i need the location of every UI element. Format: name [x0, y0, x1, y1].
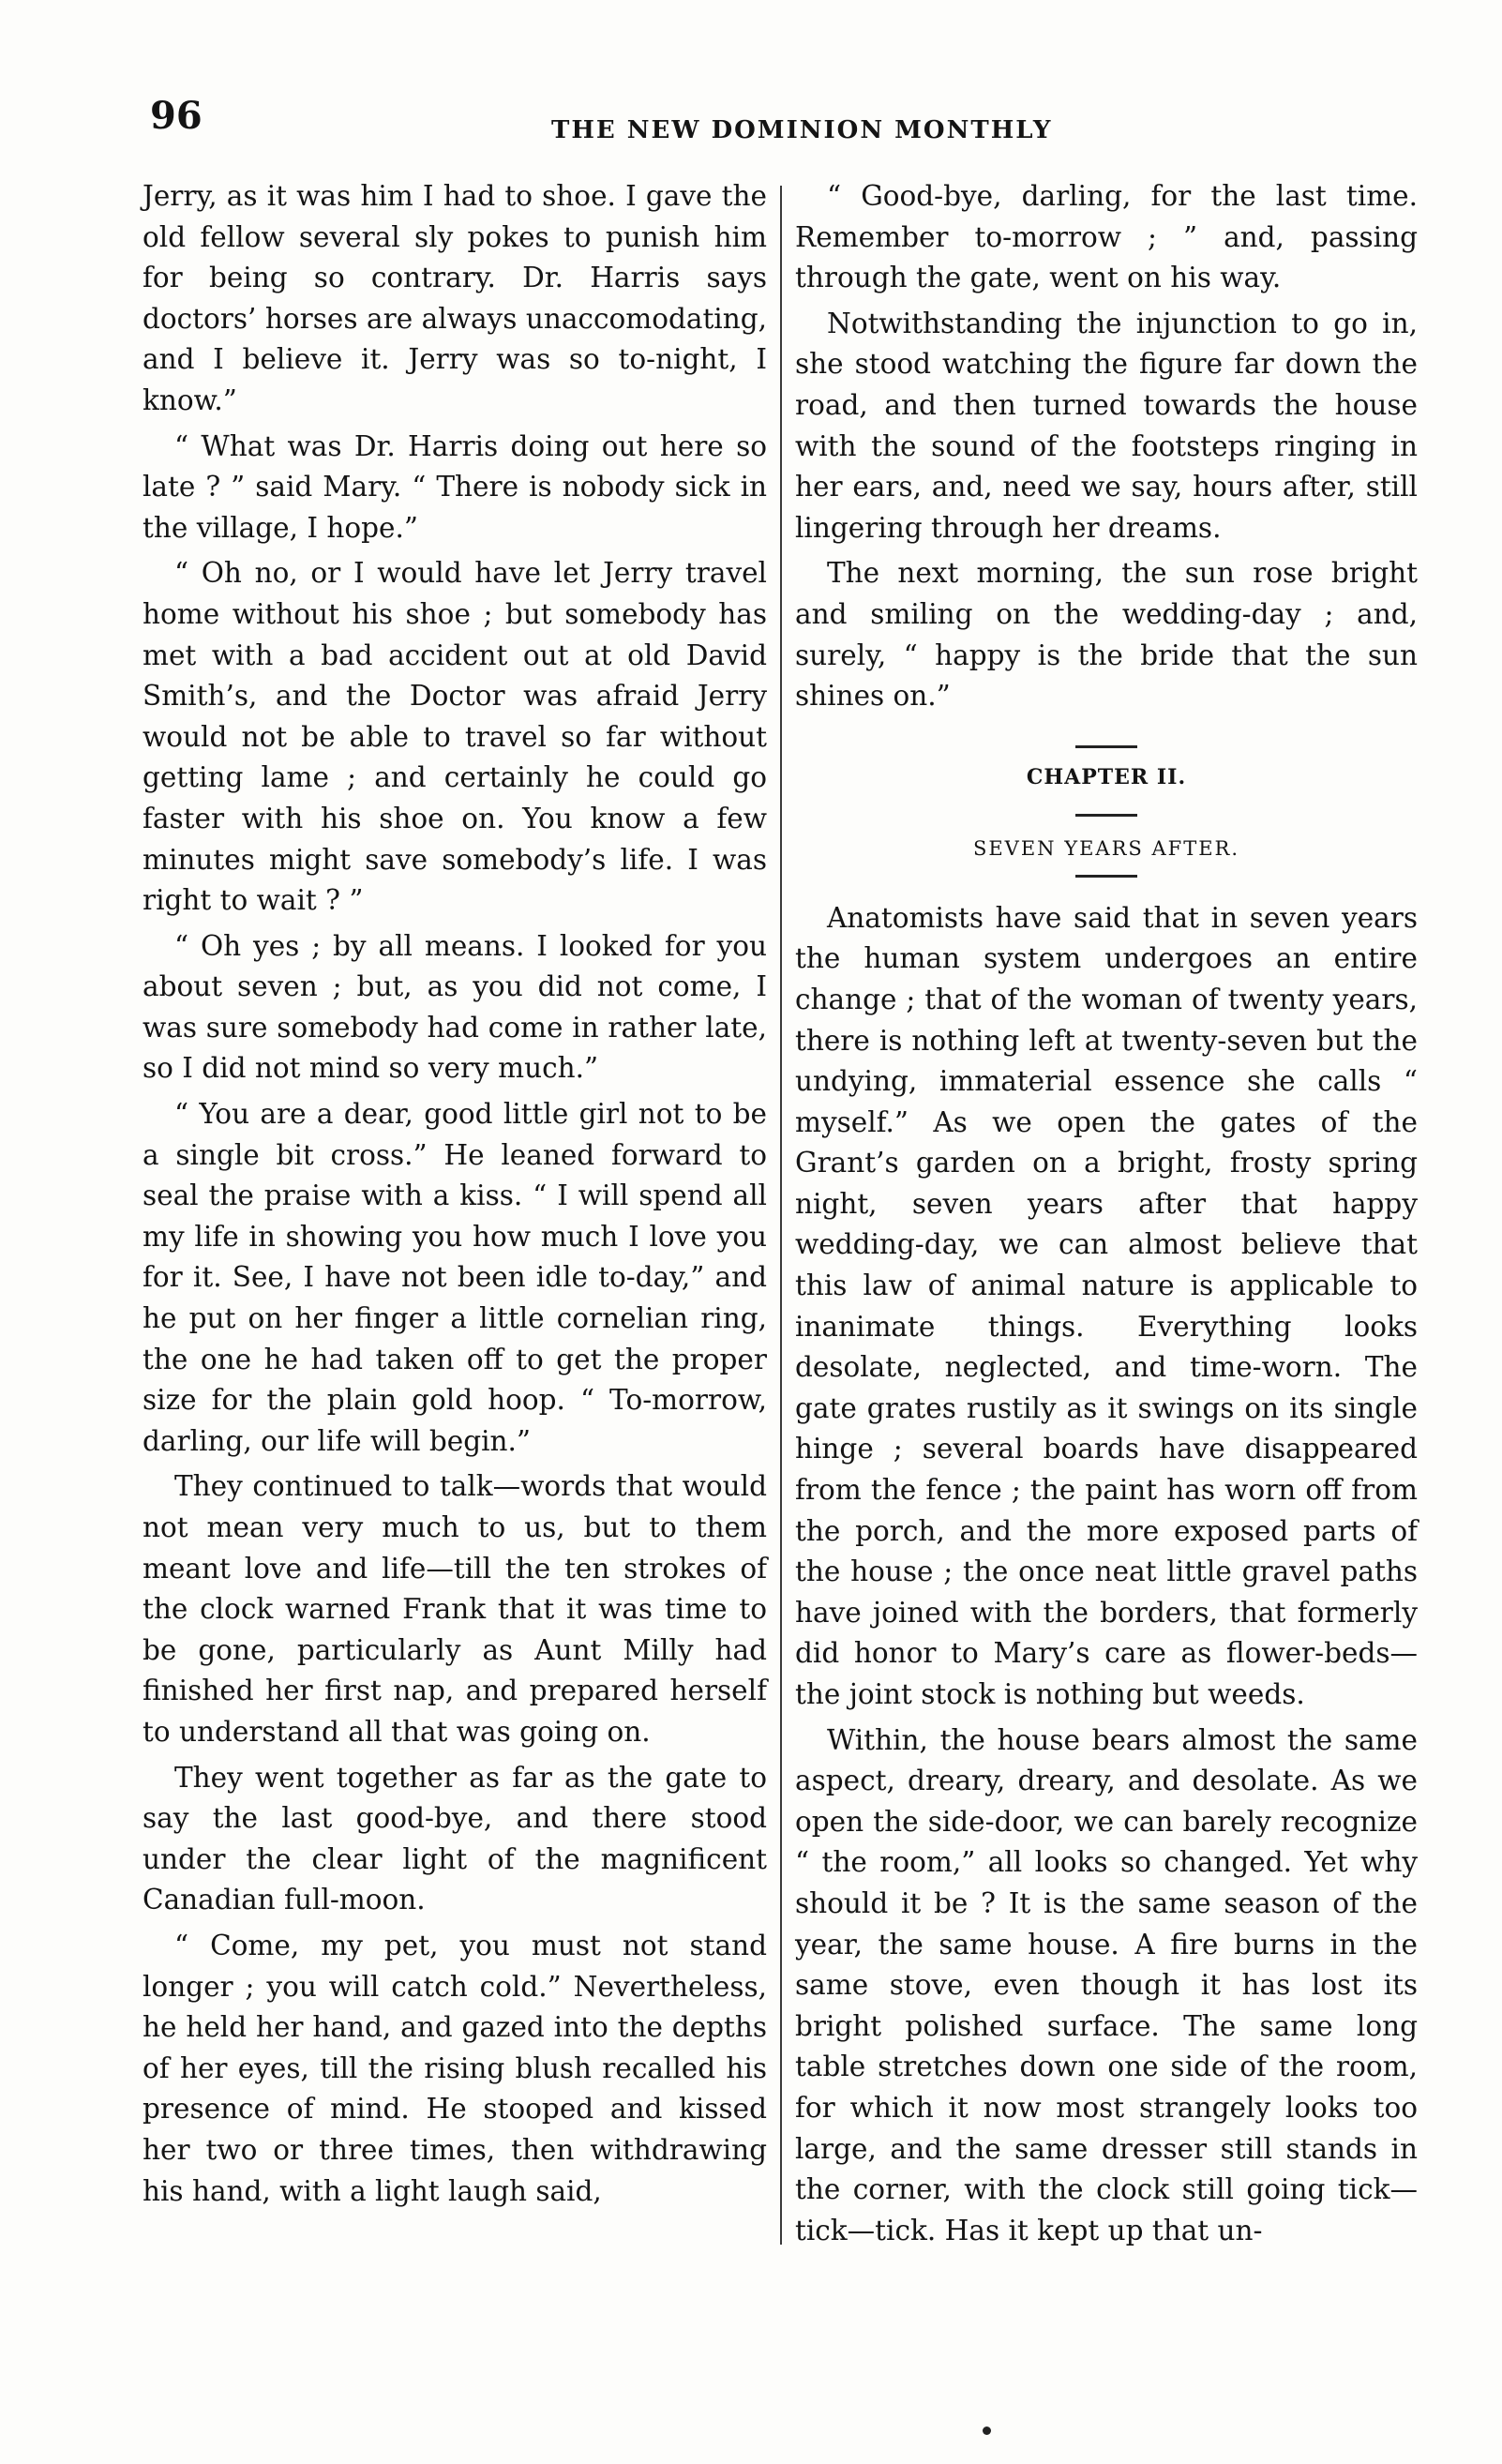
running-head: THE NEW DOMINION MONTHLY [551, 116, 1053, 144]
chapter-rule-top [1075, 745, 1137, 748]
paragraph: “ Oh no, or I would have let Jerry travel home without his shoe ; but somebody has met with a bad accident out at old David Smith’s, and the Doctor was afraid Jerry would not be able to travel so far without getting lame ; and certainly he could go faster with his shoe on. You know a few minutes might save somebody’s life. I was right to wait ? ” [143, 557, 767, 917]
page-number: 96 [150, 94, 203, 138]
paragraph: Jerry, as it was him I had to shoe. I gave the old fellow several sly pokes to punish him for being so contrary. Dr. Harris says doctors’ horses are always unaccomodating, and I believe it. Jerry was so to-night, I know.” [143, 180, 767, 416]
paragraph: The next morning, the sun rose bright and smiling on the wedding-day ; and, surely, “ happy is the bride that the sun shines on.” [795, 557, 1418, 713]
paragraph: “ What was Dr. Harris doing out here so late ? ” said Mary. “ There is nobody sick in the village, I hope.” [143, 429, 767, 544]
paragraph: They went together as far as the gate to say the last good-bye, and there stood under the clear light of the magnificent Canadian full-moon. [143, 1761, 767, 1916]
right-column [795, 176, 1418, 2251]
stray-ink-dot [983, 2426, 991, 2435]
paragraph: Within, the house bears almost the same aspect, dreary, dreary, and desolate. As we open the side-door, we can barely recognize “ the room,” all looks so changed. Yet why should it be ? It is the same season of the year, the same house. A fire burns in the same stove, even though it has lost its bright polished surface. The same long table stretches down one side of the room, for which it now most strangely looks too large, and the same dresser still stands in the corner, with the clock still going tick—tick—tick. Has it kept up that un- [795, 1723, 1418, 2246]
chapter-heading: CHAPTER II. [1026, 764, 1187, 789]
chapter-subtitle: SEVEN YEARS AFTER. [972, 836, 1240, 860]
paragraph: “ Oh yes ; by all means. I looked for you about seven ; but, as you did not come, I was sure somebody had come in rather late, so I did not mind so very much.” [143, 929, 767, 1085]
paragraph: They continued to talk—words that would not mean very much to us, but to them meant love and life—till the ten strokes of the clock warned Frank that it was time to be gone, particularly as Aunt Milly had finished her first nap, and prepared herself to understand all that was going on. [143, 1470, 767, 1748]
column-rule [780, 186, 782, 2245]
paragraph: “ You are a dear, good little girl not to be a single bit cross.” He leaned forward to seal the praise with a kiss. “ I will spend all my life in showing you how much I love you for it. See, I have not been idle to-day,” and he put on her finger a little cornelian ring, the one he had taken off to get the proper size for the plain gold hoop. “ To-morrow, darling, our life will begin.” [143, 1098, 767, 1457]
chapter-block [795, 745, 1418, 878]
chapter-rule-middle [1075, 814, 1137, 817]
chapter-rule-bottom [1075, 875, 1137, 878]
paragraph: Notwithstanding the injunction to go in, she stood watching the figure far down the road, and then turned towards the house with the sound of the footsteps ringing in her ears, and, need we say, hours after, still lingering through her dreams. [795, 307, 1418, 544]
paragraph: “ Come, my pet, you must not stand longer ; you will catch cold.” Nevertheless, he held her hand, and gazed into the depths of her eyes, till the rising blush recalled his presence of mind. He stooped and kissed her two or three times, then withdrawing his hand, with a light laugh said, [143, 1929, 767, 2207]
paragraph: Anatomists have said that in seven years the human system undergoes an entire change ; that of the woman of twenty years, there is nothing left at twenty-seven but the undying, immaterial essence she calls “ myself.” As we open the gates of the Grant’s garden on a bright, frosty spring night, seven years after that happy wedding-day, we can almost believe that this law of animal nature is applicable to inanimate things. Everything looks desolate, neglected, and time-worn. The gate grates rustily as it swings on its single hinge ; several boards have disappeared from the fence ; the paint has worn off from the porch, and the more exposed parts of the house ; the once neat little gravel paths have joined with the borders, that formerly did honor to Mary’s care as flower-beds—the joint stock is nothing but weeds. [795, 901, 1418, 1710]
left-column [143, 176, 767, 2212]
paragraph: “ Good-bye, darling, for the last time. Remember to-morrow ; ” and, passing through the gate, went on his way. [795, 180, 1418, 294]
